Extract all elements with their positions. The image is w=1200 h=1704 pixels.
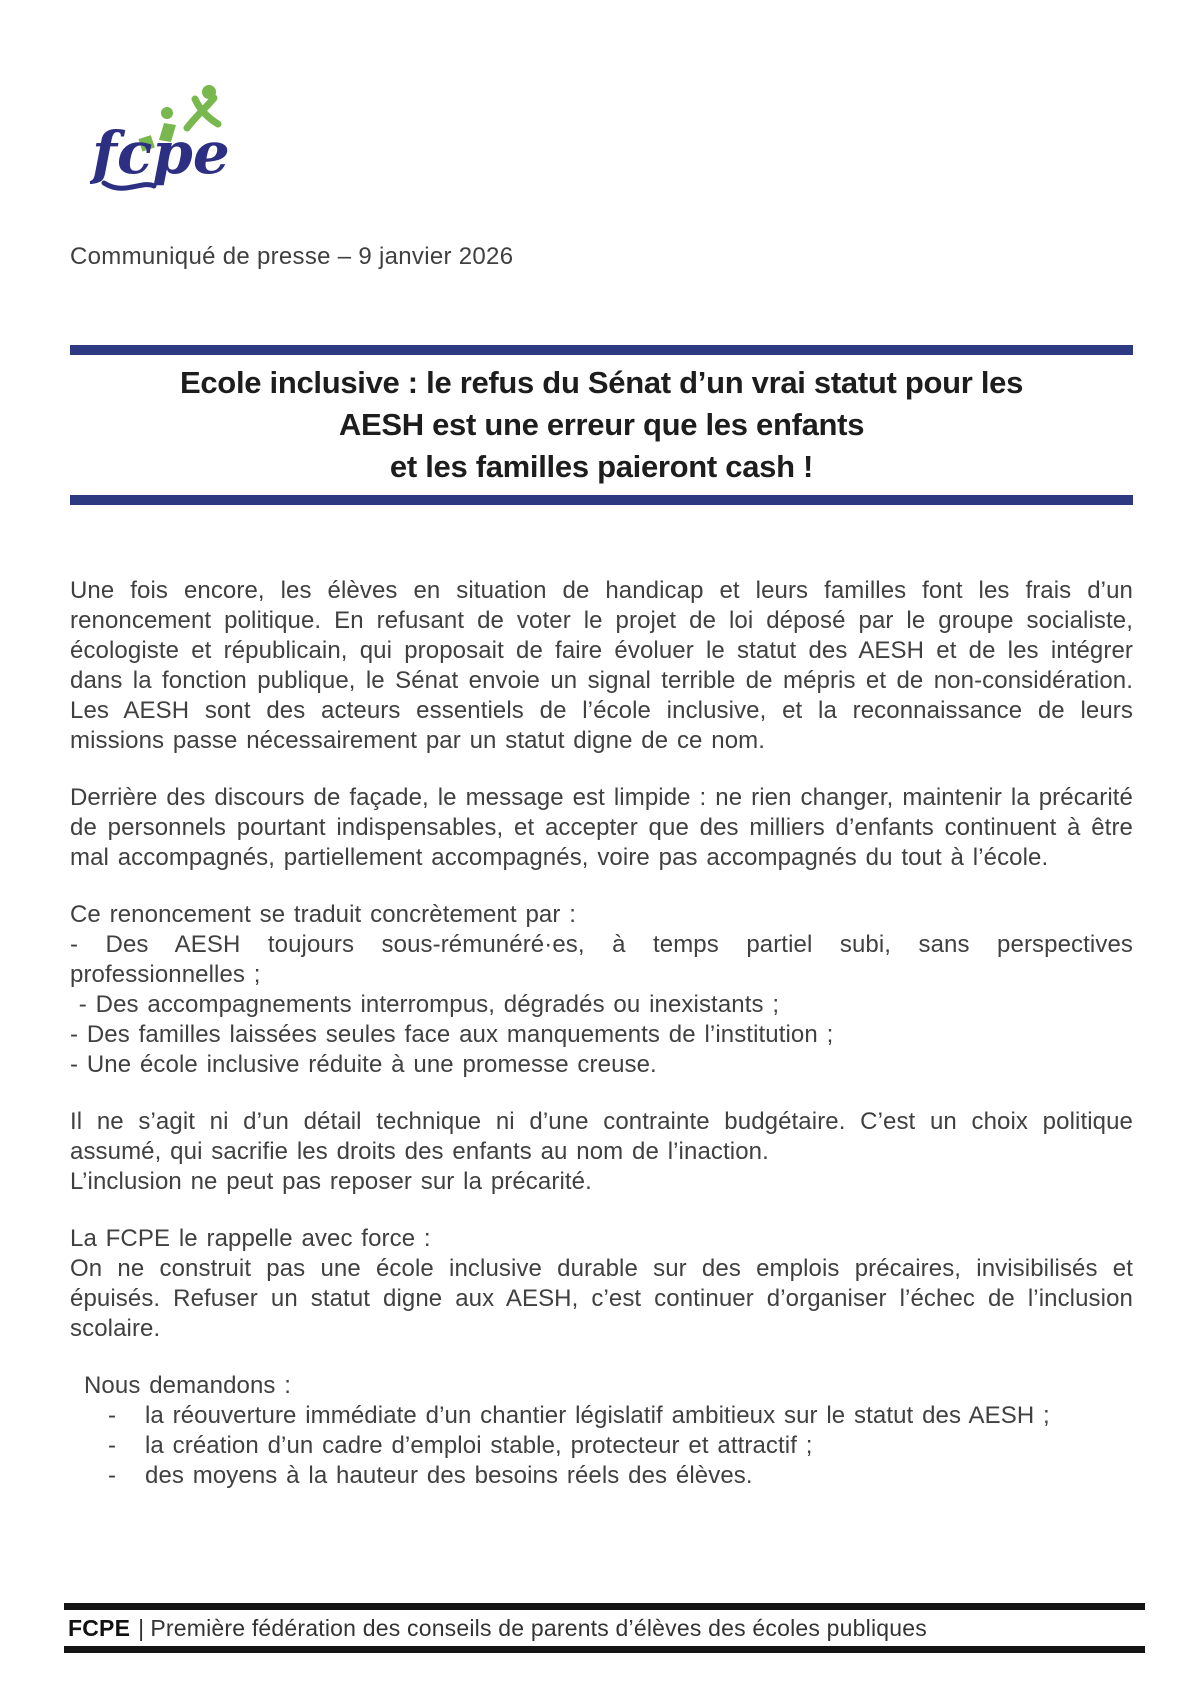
dash-marker: - bbox=[108, 1432, 117, 1459]
list-item-1: - Des AESH toujours sous-rémunéré·es, à temps partiel subi, sans perspectives professionnelles ; bbox=[70, 931, 1142, 988]
logo-wordmark: fcpe bbox=[92, 119, 230, 187]
dash-marker: - bbox=[108, 1402, 117, 1429]
footer-banner bbox=[64, 1603, 1145, 1653]
title-line-3: et les familles paieront cash ! bbox=[389, 449, 814, 484]
demand-text-1: la réouverture immédiate d’un chantier législatif ambitieux sur le statut des AESH ; bbox=[145, 1402, 1050, 1429]
paragraph-4-intro: La FCPE le rappelle avec force : bbox=[70, 1225, 431, 1252]
title-rule-top bbox=[70, 345, 1133, 355]
demand-text-3: des moyens à la hauteur des besoins réels des élèves. bbox=[145, 1462, 753, 1489]
footer-description: Première fédération des conseils de parents d’élèves des écoles publiques bbox=[150, 1615, 927, 1641]
demand-item-2 bbox=[70, 1431, 1065, 1461]
paragraph-3 bbox=[70, 1107, 1133, 1197]
footer-brand: FCPE bbox=[68, 1615, 131, 1641]
press-release-dateline: Communiqué de presse – 9 janvier 2026 bbox=[70, 243, 514, 270]
title-line-2: AESH est une erreur que les enfants bbox=[338, 407, 865, 442]
footer-separator: | bbox=[138, 1615, 145, 1641]
paragraph-4-main: On ne construit pas une école inclusive durable sur des emplois précaires, invisibilisés et épuisés. Refuser un statut digne aux AESH, c’est continuer d’organiser l’échec de l’inclusion scolaire. bbox=[70, 1255, 1133, 1342]
paragraph-3-closing: L’inclusion ne peut pas reposer sur la précarité. bbox=[70, 1168, 592, 1195]
dash-marker: - bbox=[108, 1462, 117, 1489]
list-item-3: - Des familles laissées seules face aux manquements de l’institution ; bbox=[70, 1021, 834, 1048]
page-title bbox=[70, 362, 1133, 488]
demand-item-3 bbox=[70, 1461, 1065, 1491]
fcpe-logo bbox=[90, 80, 240, 200]
demand-item-1 bbox=[70, 1401, 1065, 1431]
list-item-2: - Des accompagnements interrompus, dégradés ou inexistants ; bbox=[70, 991, 780, 1018]
paragraph-3-main: Il ne s’agit ni d’un détail technique ni d’une contrainte budgétaire. C’est un choix politique assumé, qui sacrifie les droits des enfants au nom de l’inaction. bbox=[70, 1108, 1133, 1165]
consequences-list bbox=[70, 900, 1142, 1080]
title-line-1: Ecole inclusive : le refus du Sénat d’un vrai statut pour les bbox=[179, 365, 1024, 400]
paragraph-1: Une fois encore, les élèves en situation de handicap et leurs familles font les frais d’un renoncement politique. En refusant de voter le projet de loi déposé par le groupe socialiste, écologiste et républicain, qui proposait de faire évoluer le statut des AESH et de les intégrer dans la fonction publique, le Sénat envoie un signal terrible de mépris et de non-considération. Les AESH sont des acteurs essentiels de l’école inclusive, et la reconnaissance de leurs missions passe nécessairement par un statut digne de ce nom. bbox=[70, 577, 1133, 754]
demand-text-2: la création d’un cadre d’emploi stable, protecteur et attractif ; bbox=[145, 1432, 813, 1459]
demands-section bbox=[70, 1371, 1133, 1491]
title-rule-bottom bbox=[70, 495, 1133, 505]
paragraph-4 bbox=[70, 1224, 1133, 1344]
demands-intro: Nous demandons : bbox=[84, 1372, 292, 1399]
body-text bbox=[70, 576, 1142, 1518]
list-item-4: - Une école inclusive réduite à une promesse creuse. bbox=[70, 1051, 657, 1078]
paragraph-2: Derrière des discours de façade, le message est limpide : ne rien changer, maintenir la précarité de personnels pourtant indispensables, et accepter que des milliers d’enfants continuent à être mal accompagnés, partiellement accompagnés, voire pas accompagnés du tout à l’école. bbox=[70, 784, 1133, 871]
list-intro: Ce renoncement se traduit concrètement par : bbox=[70, 901, 576, 928]
